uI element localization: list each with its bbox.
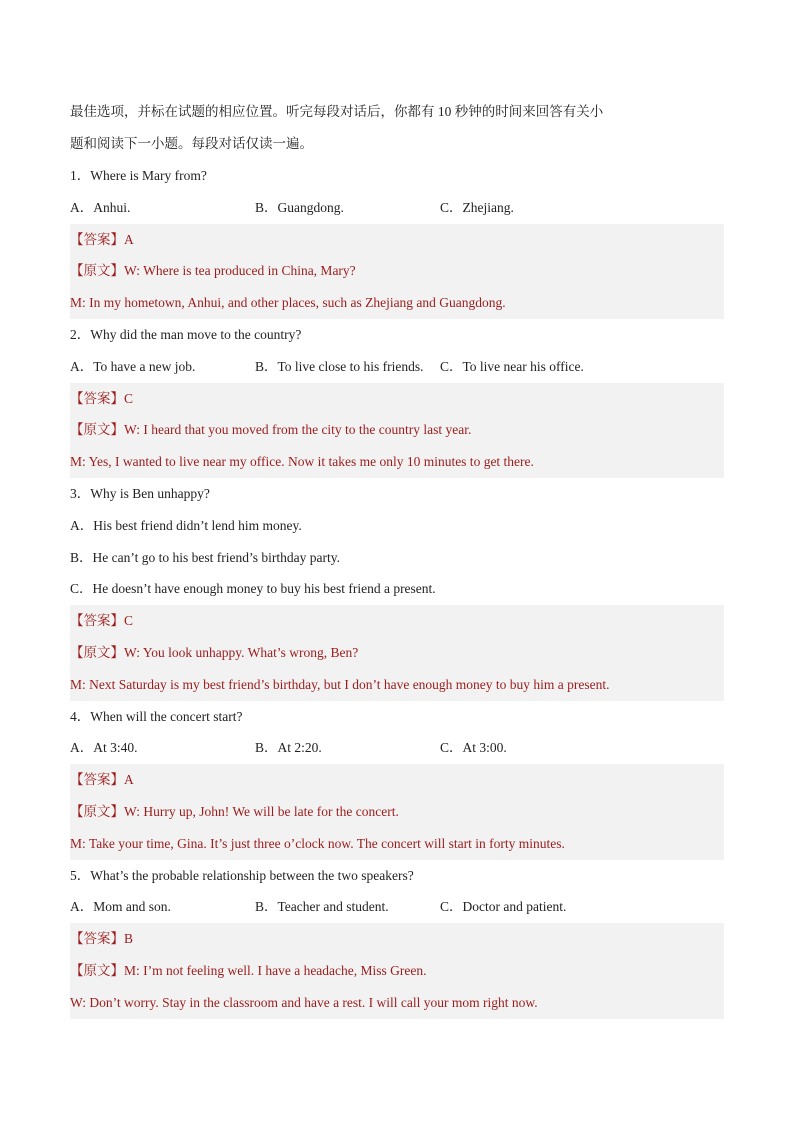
transcript-line: W: I heard that you moved from the city to the country last year. [124, 422, 472, 438]
option-c: C．At 3:00. [440, 740, 507, 756]
transcript-line: M: Take your time, Gina. It’s just three o’clock now. The concert will start in forty minutes. [70, 828, 724, 860]
question-1 [70, 160, 724, 319]
question-4 [70, 701, 724, 860]
answer-label: 【答案】 [70, 772, 124, 788]
answer-row [70, 923, 724, 955]
answer-value: C [124, 613, 134, 629]
options-row [70, 192, 724, 224]
intro-line-1: 最佳选项，并标在试题的相应位置。听完每段对话后，你都有 10 秒钟的时间来回答有关小 [70, 104, 604, 119]
option-c: C．He doesn’t have enough money to buy his best friend a present. [70, 581, 436, 597]
question-stem: 1．Where is Mary from? [70, 168, 207, 183]
transcript-line: W: Hurry up, John! We will be late for the concert. [124, 803, 399, 819]
answer-row [70, 605, 724, 637]
transcript-label: 【原文】 [70, 263, 124, 279]
transcript-line: W: You look unhappy. What’s wrong, Ben? [124, 644, 359, 660]
transcript-label: 【原文】 [70, 644, 124, 660]
answer-value: B [124, 931, 134, 947]
option-c: C．To live near his office. [440, 358, 584, 374]
transcript-line: M: I’m not feeling well. I have a headache, Miss Green. [124, 962, 427, 978]
transcript-row [70, 637, 724, 669]
answer-row [70, 383, 724, 415]
option-a: A．At 3:40. [70, 740, 138, 756]
option-b: B．To live close to his friends. [255, 358, 424, 374]
answer-label: 【答案】 [70, 931, 124, 947]
transcript-row [70, 255, 724, 287]
transcript-label: 【原文】 [70, 422, 124, 438]
transcript-line: M: Yes, I wanted to live near my office. Now it takes me only 10 minutes to get there. [70, 446, 724, 478]
transcript-line: M: In my hometown, Anhui, and other places, such as Zhejiang and Guangdong. [70, 287, 724, 319]
question-5 [70, 860, 724, 1019]
option-b: B．He can’t go to his best friend’s birthday party. [70, 549, 340, 565]
question-stem: 4．When will the concert start? [70, 708, 243, 724]
answer-value: A [124, 772, 134, 788]
answer-label: 【答案】 [70, 231, 124, 247]
question-3 [70, 478, 724, 701]
answer-label: 【答案】 [70, 390, 124, 406]
options-row [70, 351, 724, 383]
question-stem: 3．Why is Ben unhappy? [70, 485, 210, 501]
option-a: A．Anhui. [70, 199, 131, 215]
option-b: B．Teacher and student. [255, 899, 389, 915]
option-a: A．To have a new job. [70, 358, 196, 374]
transcript-line: W: Where is tea produced in China, Mary? [124, 263, 356, 279]
option-a: A．His best friend didn’t lend him money. [70, 517, 302, 533]
transcript-row [70, 796, 724, 828]
transcript-label: 【原文】 [70, 803, 124, 819]
option-c: C．Doctor and patient. [440, 899, 567, 915]
options-row [70, 732, 724, 764]
option-b: B．Guangdong. [255, 199, 344, 215]
intro-line-2: 题和阅读下一小题。每段对话仅读一遍。 [70, 136, 313, 151]
document-page [70, 96, 724, 1019]
transcript-line: W: Don’t worry. Stay in the classroom and have a rest. I will call your mom right now. [70, 987, 724, 1019]
option-c: C．Zhejiang. [440, 199, 514, 215]
transcript-line: M: Next Saturday is my best friend’s birthday, but I don’t have enough money to buy him a present. [70, 669, 724, 701]
answer-value: A [124, 231, 134, 247]
answer-row [70, 224, 724, 256]
transcript-row [70, 955, 724, 987]
transcript-row [70, 414, 724, 446]
question-2 [70, 319, 724, 478]
option-b: B．At 2:20. [255, 740, 322, 756]
options-row [70, 891, 724, 923]
answer-row [70, 764, 724, 796]
answer-label: 【答案】 [70, 613, 124, 629]
question-stem: 2．Why did the man move to the country? [70, 326, 302, 342]
option-a: A．Mom and son. [70, 899, 171, 915]
transcript-label: 【原文】 [70, 962, 124, 978]
question-stem: 5．What’s the probable relationship between the two speakers? [70, 867, 414, 883]
answer-value: C [124, 390, 134, 406]
